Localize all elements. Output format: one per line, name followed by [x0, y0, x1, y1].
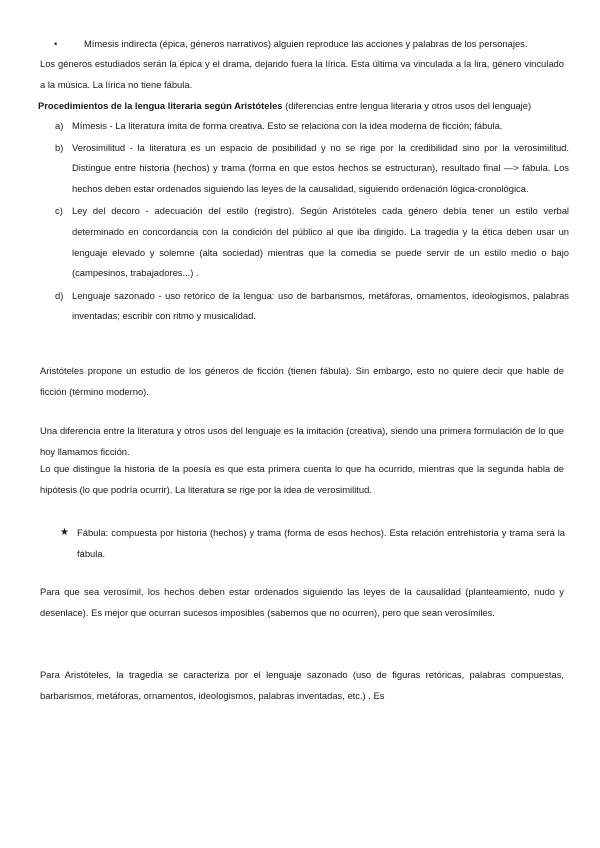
paragraph-verosimil: [40, 582, 564, 623]
list-item: [55, 138, 569, 200]
paragraph-history-text: Lo que distingue la historia de la poesía es que esta primera cuenta lo que ha ocurrido, mientras que la segunda habla de hipótesis (lo que podría ocurrir). La literatura se rige por la idea de verosimilitud.: [40, 463, 564, 495]
list-item: [55, 286, 569, 327]
paragraph-history: [40, 459, 564, 500]
heading-rest: (diferencias entre lengua literaria y otros usos del lenguaje): [282, 100, 532, 111]
paragraph-genres: [40, 54, 564, 95]
bullet-text: Mímesis indirecta (épica, géneros narrativos) alguien reproduce las acciones y palabras de los personajes.: [84, 38, 528, 49]
list-item: [55, 116, 569, 137]
paragraph-difference-text: Una diferencia entre la literatura y otros usos del lenguaje es la imitación (creativa), siendo una primera formulación de lo que hoy llamamos ficción.: [40, 425, 564, 457]
paragraph-verosimil-text: Para que sea verosímil, los hechos deben estar ordenados siguiendo las leyes de la causalidad (planteamiento, nudo y desenlace). Es mejor que ocurran sucesos imposibles (sabemos que no ocurren), pero que sean verosímiles.: [40, 586, 564, 618]
list-item-text: Ley del decoro - adecuación del estilo (registro). Según Aristóteles cada género debía tener un estilo verbal determinado en concordancia con la condición del público al que iba dirigido. La tragedia y la ética deben usar un lenguaje elevado y solemne (alta sociedad) mientras que la comedia se puede servir de un estilo medio o bajo (campesinos, trabajadores...) .: [72, 205, 569, 279]
paragraph-genres-text: Los géneros estudiados serán la épica y el drama, dejando fuera la lírica. Esta última va vinculada a la lira, género vinculado a la música. La lírica no tiene fábula.: [40, 58, 564, 90]
list-item-text: Lenguaje sazonado - uso retórico de la lengua: uso de barbarismos, metáforas, ornamentos, ideologismos, palabras inventadas; escribir con ritmo y musicalidad.: [72, 289, 569, 322]
bullet-marker: •: [54, 38, 58, 49]
list-item-text: Mímesis - La literatura imita de forma creativa. Esto se relaciona con la idea moderna de ficción; fábula.: [72, 120, 503, 131]
star-note-text: Fábula: compuesta por historia (hechos) y trama (forma de esos hechos). Esta relación entrehistoria y trama será la fábula.: [77, 527, 565, 559]
paragraph-tragedy: [40, 665, 564, 706]
procedures-list: [55, 116, 569, 327]
list-marker: b): [55, 141, 64, 153]
paragraph-difference: [40, 421, 564, 462]
star-icon: ★: [60, 527, 69, 538]
list-item-text: Verosimilitud - la literatura es un espacio de posibilidad y no se rige por la credibilidad sino por la verosimilitud. Distingue entre historia (hechos) y trama (forma en que estos hechos se estructuran), resultado final —> fábula. Los hechos deben estar ordenados siguiendo las leyes de la causalidad, siguiendo ordenación lógica-cronológica.: [72, 141, 569, 194]
list-marker: d): [55, 289, 64, 301]
paragraph-aristotle: [40, 361, 564, 402]
list-marker: a): [55, 120, 64, 131]
section-heading: [38, 96, 578, 116]
list-marker: c): [55, 205, 63, 217]
star-note: [60, 523, 565, 564]
paragraph-tragedy-text: Para Aristóteles, la tragedia se caracteriza por el lenguaje sazonado (uso de figuras retóricas, palabras compuestas, barbarismos, metáforas, ornamentos, ideologismos, palabras inventadas, etc.) . Es: [40, 669, 564, 701]
paragraph-aristotle-text: Aristóteles propone un estudio de los géneros de ficción (tienen fábula). Sin embargo, esto no quiere decir que hable de ficción (término moderno).: [40, 365, 564, 397]
list-item: [55, 201, 569, 283]
heading-bold: Procedimientos de la lengua literaria según Aristóteles: [38, 100, 283, 111]
